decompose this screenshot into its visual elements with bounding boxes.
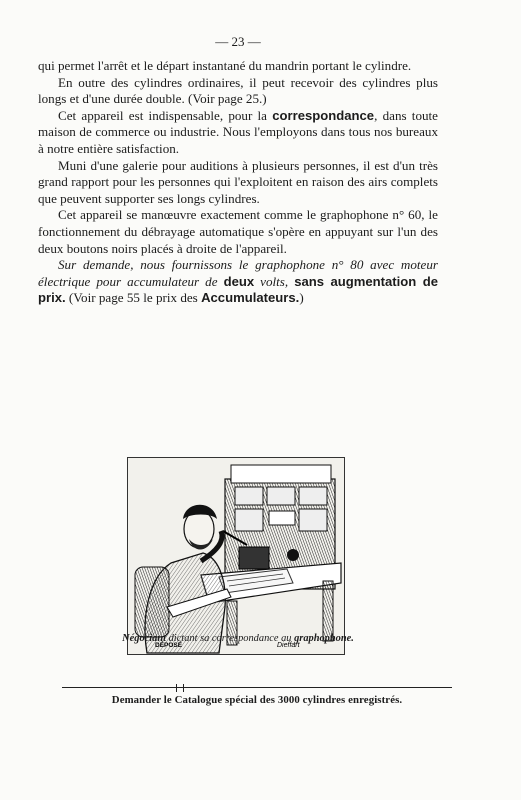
paragraph-5: Cet appareil se manœuvre exactement comme le graphophone n° 60, le fonctionnement du débrayage automatique s'opère en appuyant sur l'un des deux boutons noirs placés à droite de l'appareil. [38, 207, 438, 256]
paragraph-6 [38, 257, 438, 307]
caption-part-b: dictant [166, 633, 201, 644]
engraving-illustration [127, 457, 345, 655]
paragraph-3 [38, 108, 438, 158]
emphasis-sans-augmentation: sans augmentation de prix. [38, 273, 438, 306]
footer-rule [62, 684, 452, 692]
paragraph-6-text-g: ) [299, 290, 304, 306]
paragraph-3-text-a: Cet appareil est indispensable, pour la [58, 107, 273, 123]
footer-catalogue-note: Demander le Catalogue spécial des 3000 cylindres enregistrés. [111, 694, 403, 706]
caption-part-d: correspondance [209, 633, 282, 644]
paragraph-2: En outre des cylindres ordinaires, il peut recevoir des cylindres plus longs et d'une durée double. (Voir page 25.) [38, 74, 438, 107]
paragraph-6-volts: volts, [254, 273, 295, 289]
paragraph-6-italic: Sur demande, nous fournissons le graphophone n° 80 avec moteur électrique pour accumulateur de [38, 257, 438, 289]
stamp-depose: DÉPOSÉ [155, 642, 183, 649]
footer-rule-ornament [176, 684, 184, 692]
emphasis-correspondance: correspondance [272, 107, 375, 123]
paragraph-1: qui permet l'arrêt et le départ instantané du mandrin portant le cylindre. [38, 58, 412, 73]
document-page [38, 34, 438, 774]
figure-caption [38, 633, 438, 644]
paragraph-3-text-c: , dans toute maison de commerce ou industrie. Nous l'employons dans tous nos bureaux à notre entière satisfaction. [38, 107, 438, 156]
paragraph-6-text-e: (Voir page 55 le prix des [65, 290, 202, 306]
engraving-svg [127, 457, 345, 655]
caption-part-f: graphophone. [291, 633, 354, 644]
engraver-signature: Dieffart [277, 642, 300, 649]
emphasis-accumulateurs: Accumulateurs. [201, 290, 300, 306]
caption-part-a: Négociant [122, 633, 167, 644]
caption-part-c: sa [200, 633, 210, 644]
caption-part-e: au [281, 633, 292, 644]
page-number: — 23 — [215, 34, 261, 49]
emphasis-deux: deux [223, 273, 255, 289]
footer-rule-line [62, 687, 452, 688]
paragraph-4: Muni d'une galerie pour auditions à plusieurs personnes, il est d'un très grand rapport pour les personnes qui l'exploitent en raison des airs complets que peuvent supporter ses longs cylindres. [38, 157, 438, 206]
